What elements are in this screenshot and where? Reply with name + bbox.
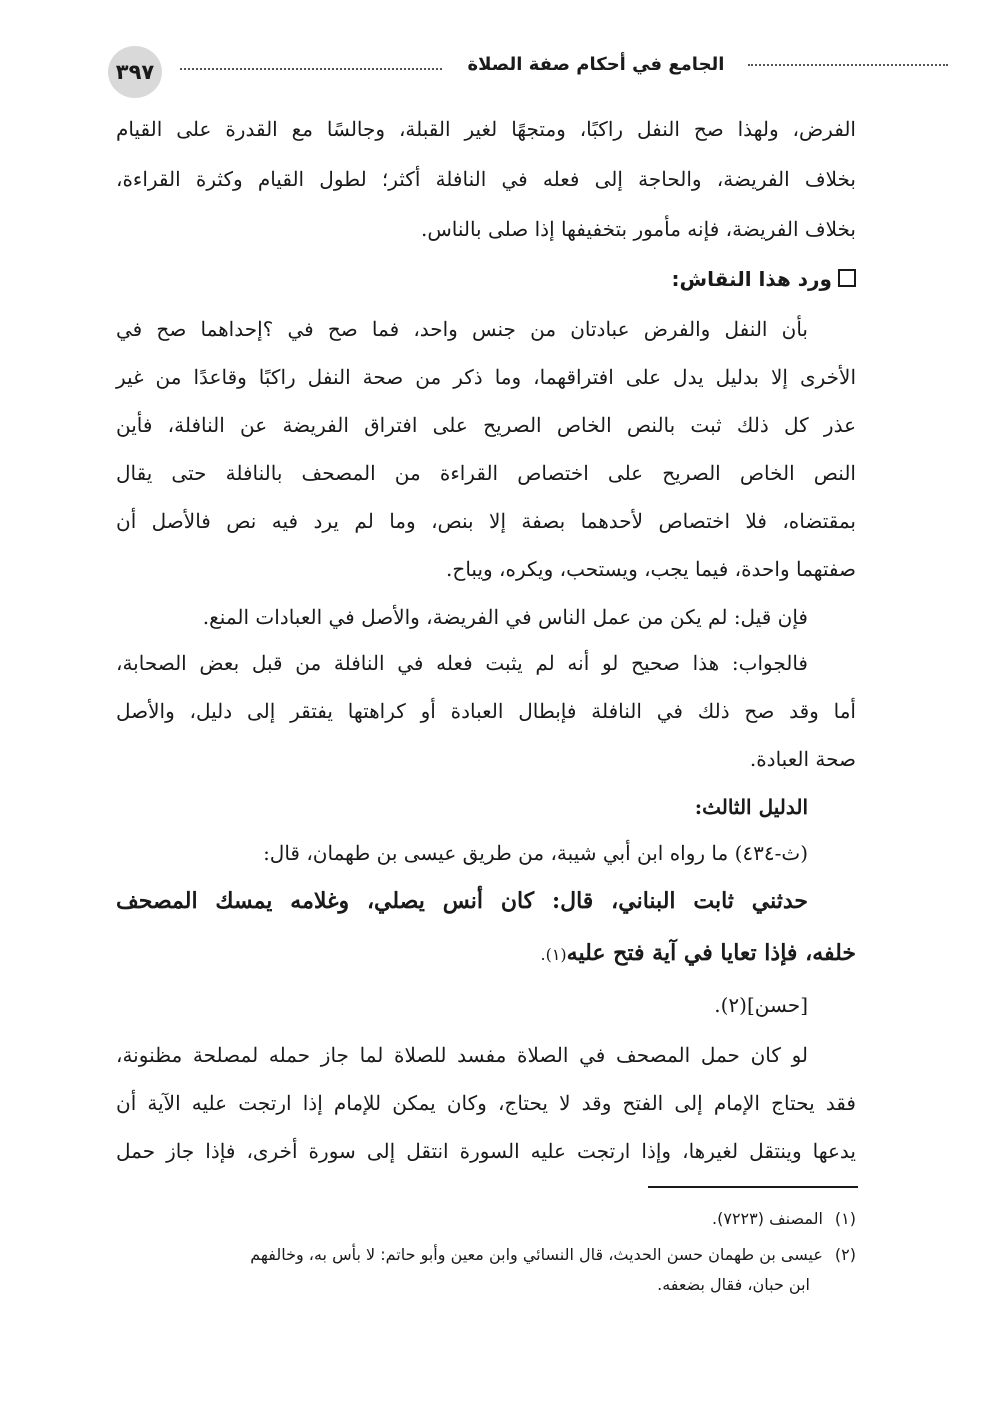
header-dotted-leader-right [748,64,948,66]
checkbox-square-icon [838,269,856,287]
footnote-text: عيسى بن طهمان حسن الحديث، قال النسائي وابن معين وأبو حاتم: لا بأس به، وخالفهم [250,1245,823,1264]
footnote-number: (١) [834,1209,856,1228]
footnote-text: المصنف (٧٢٢٣). [712,1209,823,1228]
paragraph-line: بأن النفل والفرض عبادتان من جنس واحد، فما صح في ؟إحداهما صح في [116,317,808,341]
hadith-grade: [حسن](٢). [714,993,808,1017]
hadith-text-line [116,938,856,970]
page-number-badge: ٣٩٧ [108,46,162,98]
paragraph-line: بخلاف الفريضة، والحاجة إلى فعله في النافلة أكثر؛ لطول القيام وكثرة القراءة، [116,167,856,191]
hadith-text-line: حدثني ثابت البناني، قال: كان أنس يصلي، وغلامه يمسك المصحف [116,888,808,914]
footnote [116,1242,856,1268]
paragraph-line: فإن قيل: لم يكن من عمل الناس في الفريضة، والأصل في العبادات المنع. [202,605,808,629]
footnote-number: (٢) [834,1245,856,1264]
paragraph-line: فالجواب: هذا صحيح لو أنه لم يثبت فعله في النافلة من قبل بعض الصحابة، [116,651,808,675]
paragraph-line: لو كان حمل المصحف في الصلاة مفسد للصلاة لما جاز حمله لمصلحة مظنونة، [116,1043,808,1067]
hadith-intro: (ث-٤٣٤) ما رواه ابن أبي شيبة، من طريق عيسى بن طهمان، قال: [263,841,808,865]
paragraph-line: صفتهما واحدة، فيما يجب، ويستحب، ويكره، ويباح. [446,557,856,581]
paragraph-line: الفرض، ولهذا صح النفل راكبًا، ومتجهًا لغير القبلة، وجالسًا مع القدرة على القيام [116,117,856,141]
footnote-separator [648,1186,858,1188]
paragraph-line: صحة العبادة. [749,747,856,771]
paragraph-line: فقد يحتاج الإمام إلى الفتح وقد لا يحتاج، وكان يمكن للإمام إذا ارتجت عليه الآية أن [116,1091,856,1115]
hadith-text: خلفه، فإذا تعايا في آية فتح عليه [566,940,856,966]
paragraph-line: عذر كل ذلك ثبت بالنص الخاص الصريح على افتراق الفريضة عن النافلة، فأين [116,413,856,437]
running-header [108,44,846,100]
paragraph-line: بمقتضاه، فلا اختصاص لأحدهما بصفة إلا بنص، وما لم يرد فيه نص فالأصل أن [116,509,856,533]
book-title: الجامع في أحكام صفة الصلاة [467,54,725,75]
paragraph-line: الأخرى إلا بدليل يدل على افتراقهما، وما ذكر من صحة النفل راكبًا وقاعدًا من غير [116,365,856,389]
footnote-continuation: ابن حبان، فقال بضعفه. [657,1275,810,1294]
paragraph-line: يدعها وينتقل لغيرها، وإذا ارتجت عليه السورة انتقل إلى سورة أخرى، فإذا جاز حمل [116,1139,856,1163]
paragraph-line: بخلاف الفريضة، فإنه مأمور بتخفيفها إذا صلى بالناس. [420,217,856,241]
discussion-heading-text: ورد هذا النقاش: [671,267,832,291]
section-heading: الدليل الثالث: [694,795,808,819]
paragraph-line: أما وقد صح ذلك في النافلة فإبطال العبادة أو كراهتها يفتقر إلى دليل، والأصل [116,699,856,723]
footnote-ref: (١). [540,945,567,964]
footnote [116,1206,856,1232]
header-dotted-leader-left [180,68,442,70]
paragraph-line: النص الخاص الصريح على اختصاص القراءة من المصحف بالنافلة حتى يقال [116,461,856,485]
discussion-heading [116,264,856,294]
